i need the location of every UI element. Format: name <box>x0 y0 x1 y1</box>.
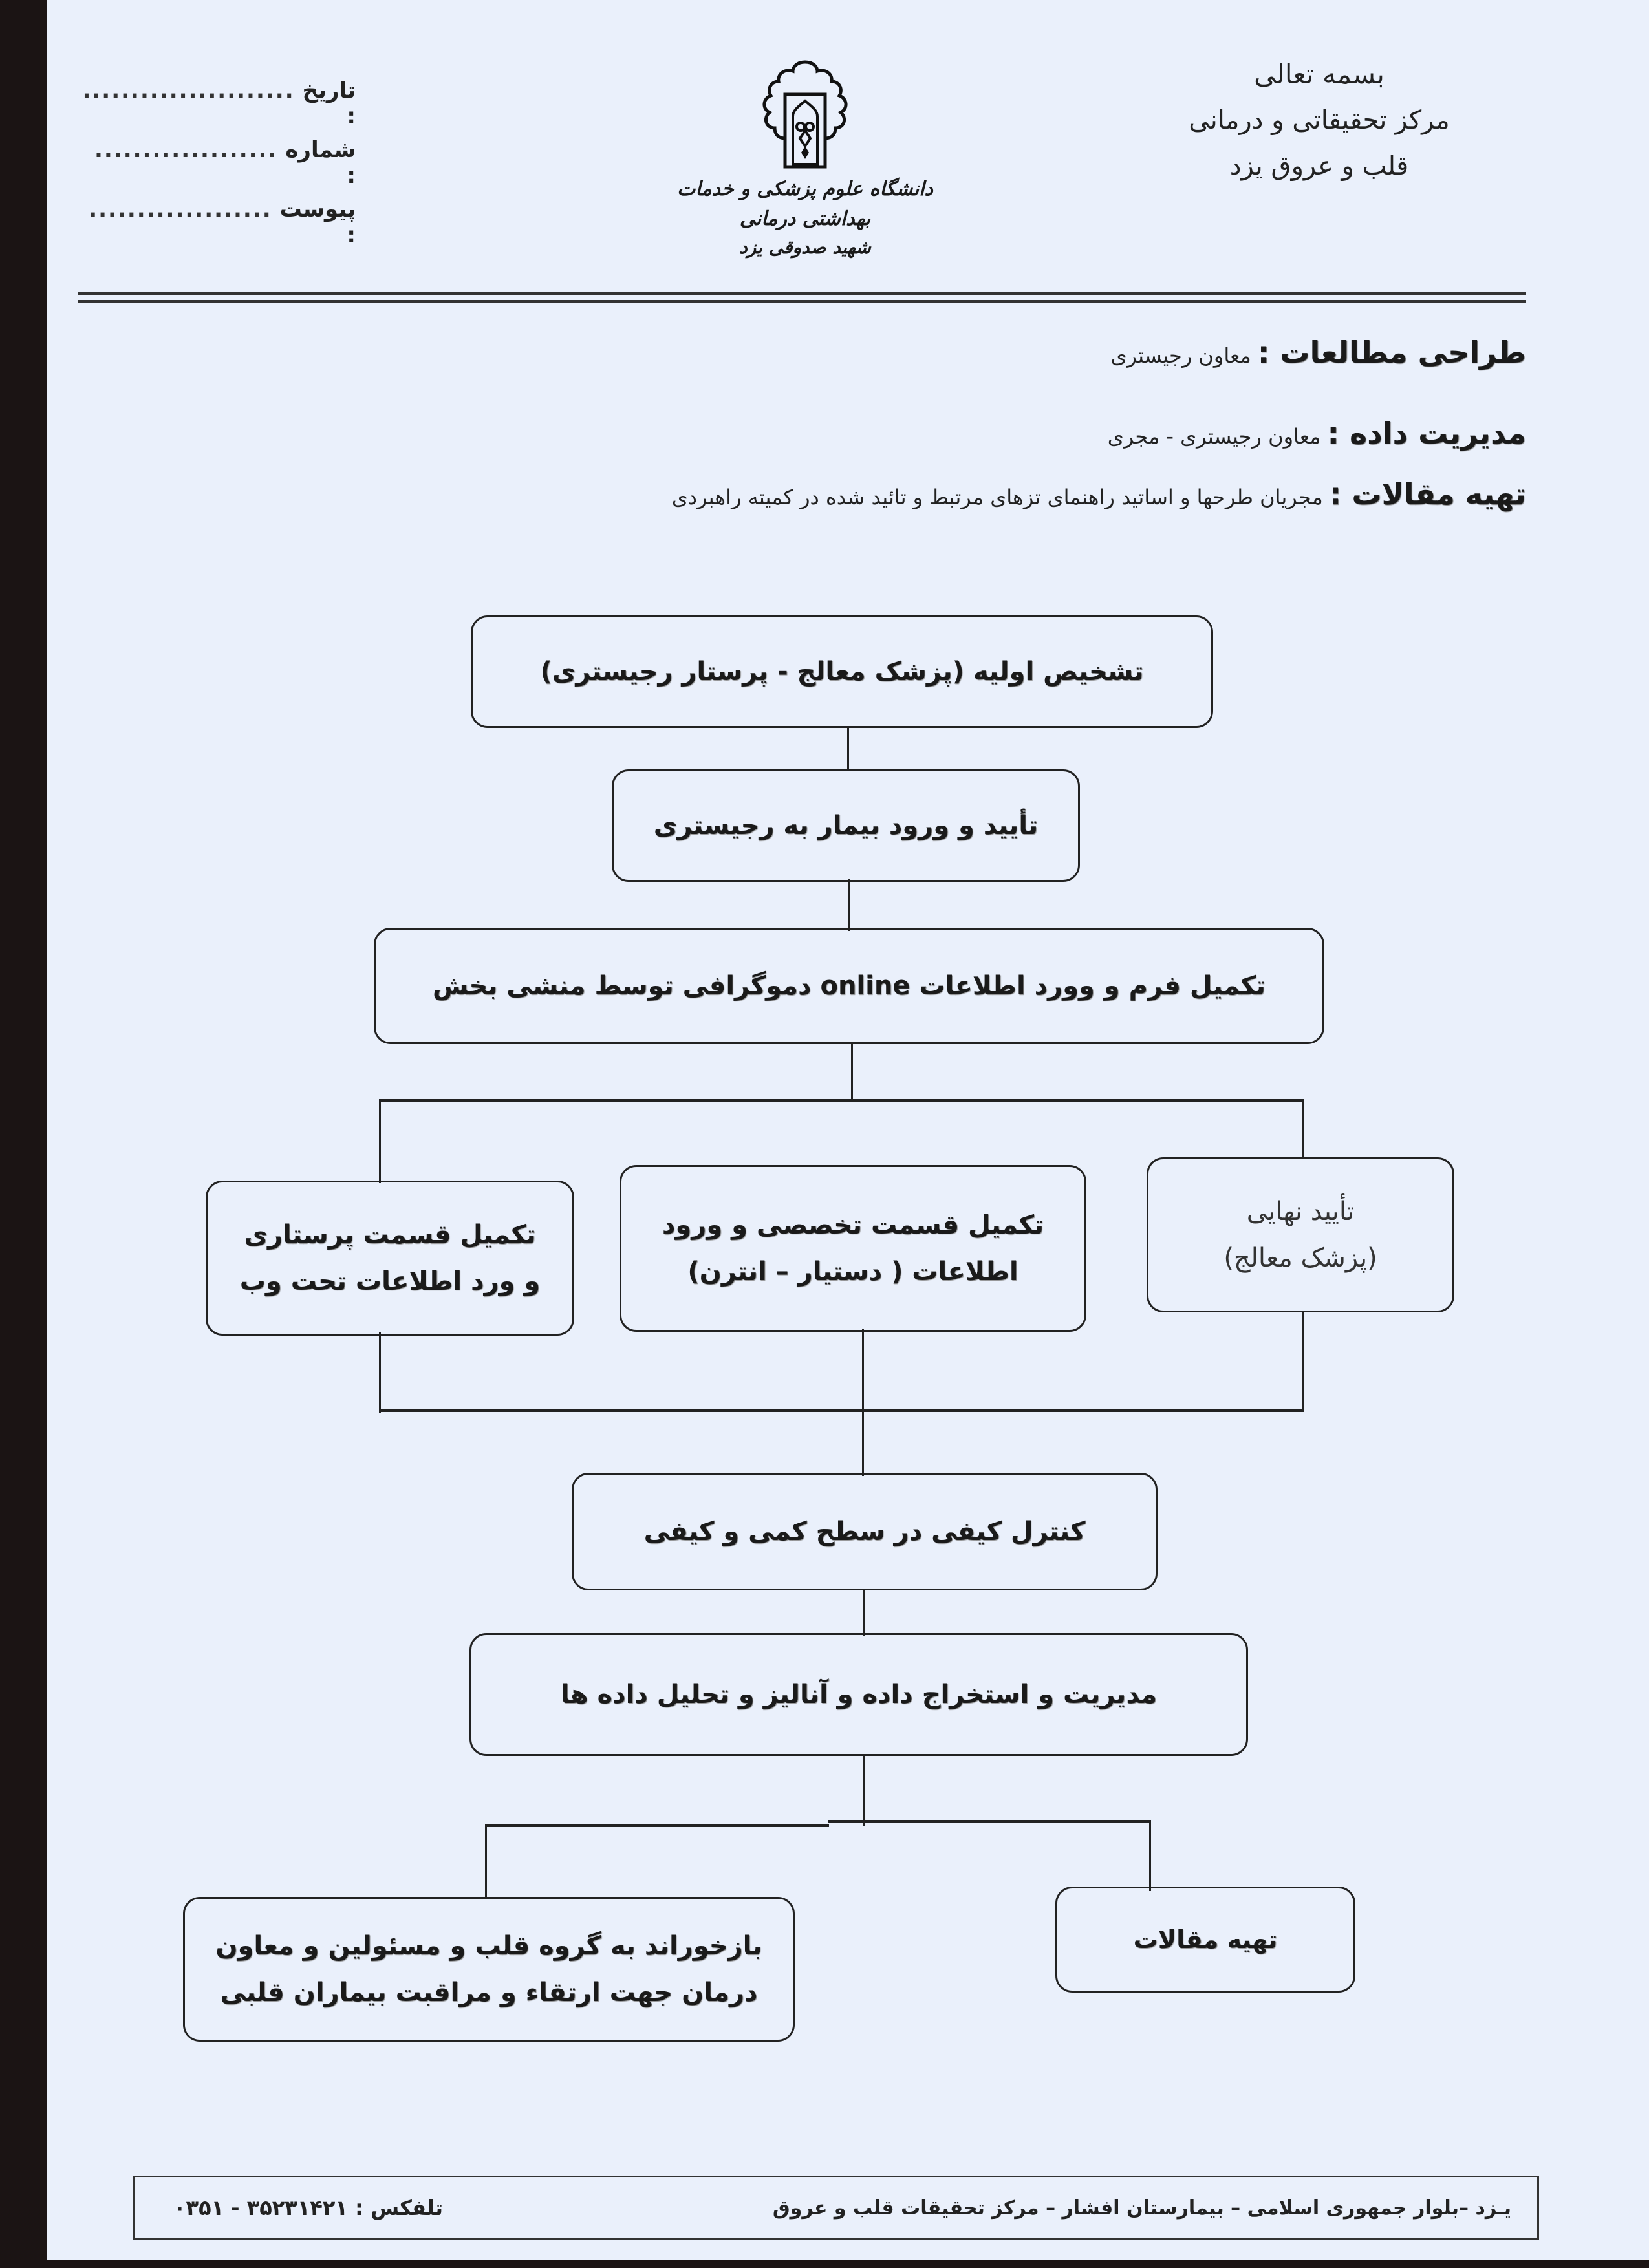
step-label: تأیید و ورود بیمار به رجیستری <box>653 811 1039 840</box>
connector-branch-final <box>1302 1099 1304 1157</box>
date-value[interactable]: ...................... <box>82 78 295 103</box>
step-label: تکمیل فرم و وورد اطلاعات online دموگرافی توسط منشی بخش <box>432 971 1266 1001</box>
connector-data-branch <box>863 1755 865 1826</box>
number-value[interactable]: ................... <box>94 137 278 163</box>
center-name-line2: قلب و عروق یزد <box>1229 151 1409 181</box>
merge-bus-bottom <box>379 1409 1304 1412</box>
letter-fields <box>82 78 356 256</box>
step-label-line1: بازخوراند به گروه قلب و مسئولین و معاون <box>215 1931 762 1961</box>
roles-section <box>103 326 1526 516</box>
scan-border-left <box>0 0 47 2268</box>
branch-bus-top <box>379 1099 1304 1102</box>
connector-final-merge <box>1302 1312 1304 1409</box>
university-name-line1: دانشگاه علوم پزشکی و خدمات بهداشتی درمانی <box>677 178 933 230</box>
step-registry-entry <box>612 769 1080 882</box>
university-emblem-icon <box>757 58 854 175</box>
step-data-management <box>469 1633 1248 1756</box>
attachment-field[interactable] <box>89 197 356 256</box>
step-label-line2: اطلاعات ( دستیار – انترن) <box>687 1257 1018 1287</box>
attachment-value[interactable]: ................... <box>89 197 272 222</box>
footer-address-box <box>133 2176 1539 2240</box>
number-label: شماره : <box>285 137 356 189</box>
role-data-management <box>103 404 1526 475</box>
step-label: کنترل کیفی در سطح کمی و کیفی <box>643 1517 1086 1546</box>
connector-output-feedback <box>485 1824 487 1899</box>
center-name-block <box>1183 55 1455 186</box>
date-label: تاریخ : <box>302 78 356 129</box>
step-label: تشخیص اولیه (پزشک معالج - پرستار رجیستری) <box>540 657 1144 687</box>
university-name-line2: شهید صدوقی یزد <box>739 237 871 258</box>
header-divider-bottom <box>78 300 1526 303</box>
step-label-line1: تکمیل قسمت تخصصی و ورود <box>662 1210 1044 1240</box>
connector-3-branch <box>851 1043 853 1101</box>
step-label: تهیه مقالات <box>1133 1925 1278 1954</box>
output-bus-left <box>485 1824 829 1827</box>
role-key: مدیریت داده : <box>1327 416 1526 451</box>
step-final-approval <box>1147 1157 1454 1312</box>
step-initial-diagnosis <box>471 615 1213 728</box>
telfax-text: تلفکس : ۳۵۲۳۱۴۲۱ - ۰۳۵۱ <box>173 2196 443 2220</box>
role-value: معاون رجیستری - مجری <box>1107 424 1321 449</box>
step-label-line2: و ورد اطلاعات تحت وب <box>239 1267 541 1296</box>
connector-output-articles <box>1149 1820 1151 1891</box>
attachment-label: پیوست : <box>279 197 356 248</box>
step-quality-control <box>572 1473 1158 1590</box>
step-feedback <box>183 1897 795 2042</box>
date-field[interactable] <box>82 78 356 137</box>
connector-2-3 <box>848 879 850 931</box>
role-key: تهیه مقالات : <box>1329 476 1526 511</box>
connector-qc-data <box>863 1589 865 1636</box>
connector-1-2 <box>847 727 849 771</box>
step-label-line2: (پزشک معالج) <box>1223 1243 1377 1273</box>
header-divider-top <box>78 292 1526 295</box>
step-nursing-section <box>206 1181 574 1336</box>
connector-nursing-merge <box>379 1332 381 1413</box>
output-bus-right <box>828 1820 1151 1823</box>
step-prepare-articles <box>1055 1887 1355 1993</box>
connector-specialist-merge <box>862 1329 864 1476</box>
step-label-line1: تکمیل قسمت پرستاری <box>244 1220 536 1250</box>
step-specialist-section <box>620 1165 1086 1332</box>
step-label-line2: درمان جهت ارتقاء و مراقبت بیماران قلبی <box>220 1978 758 2007</box>
center-name-line1: مرکز تحقیقاتی و درمانی <box>1189 105 1450 135</box>
connector-branch-nursing <box>379 1099 381 1183</box>
step-online-demographics <box>374 928 1324 1044</box>
step-label-line1: تأیید نهایی <box>1246 1197 1355 1226</box>
role-value: مجریان طرحها و اساتید راهنمای تزهای مرتبط و تائید شده در کمیته راهبردی <box>671 485 1323 509</box>
role-value: معاون رجیستری <box>1110 343 1251 368</box>
university-logo <box>666 58 944 272</box>
role-article-preparation <box>103 475 1526 516</box>
address-text: یـزد –بلوار جمهوری اسلامی – بیمارستان افشار – مرکز تحقیقات قلب و عروق <box>772 2196 1511 2220</box>
role-key: طراحی مطالعات : <box>1257 335 1526 370</box>
step-label: مدیریت و استخراج داده و آنالیز و تحلیل داده ها <box>560 1680 1158 1709</box>
scan-border-bottom <box>47 2260 1649 2268</box>
invocation-text: بسمه تعالی <box>1254 58 1385 90</box>
role-study-design <box>103 326 1526 404</box>
number-field[interactable] <box>94 137 356 197</box>
